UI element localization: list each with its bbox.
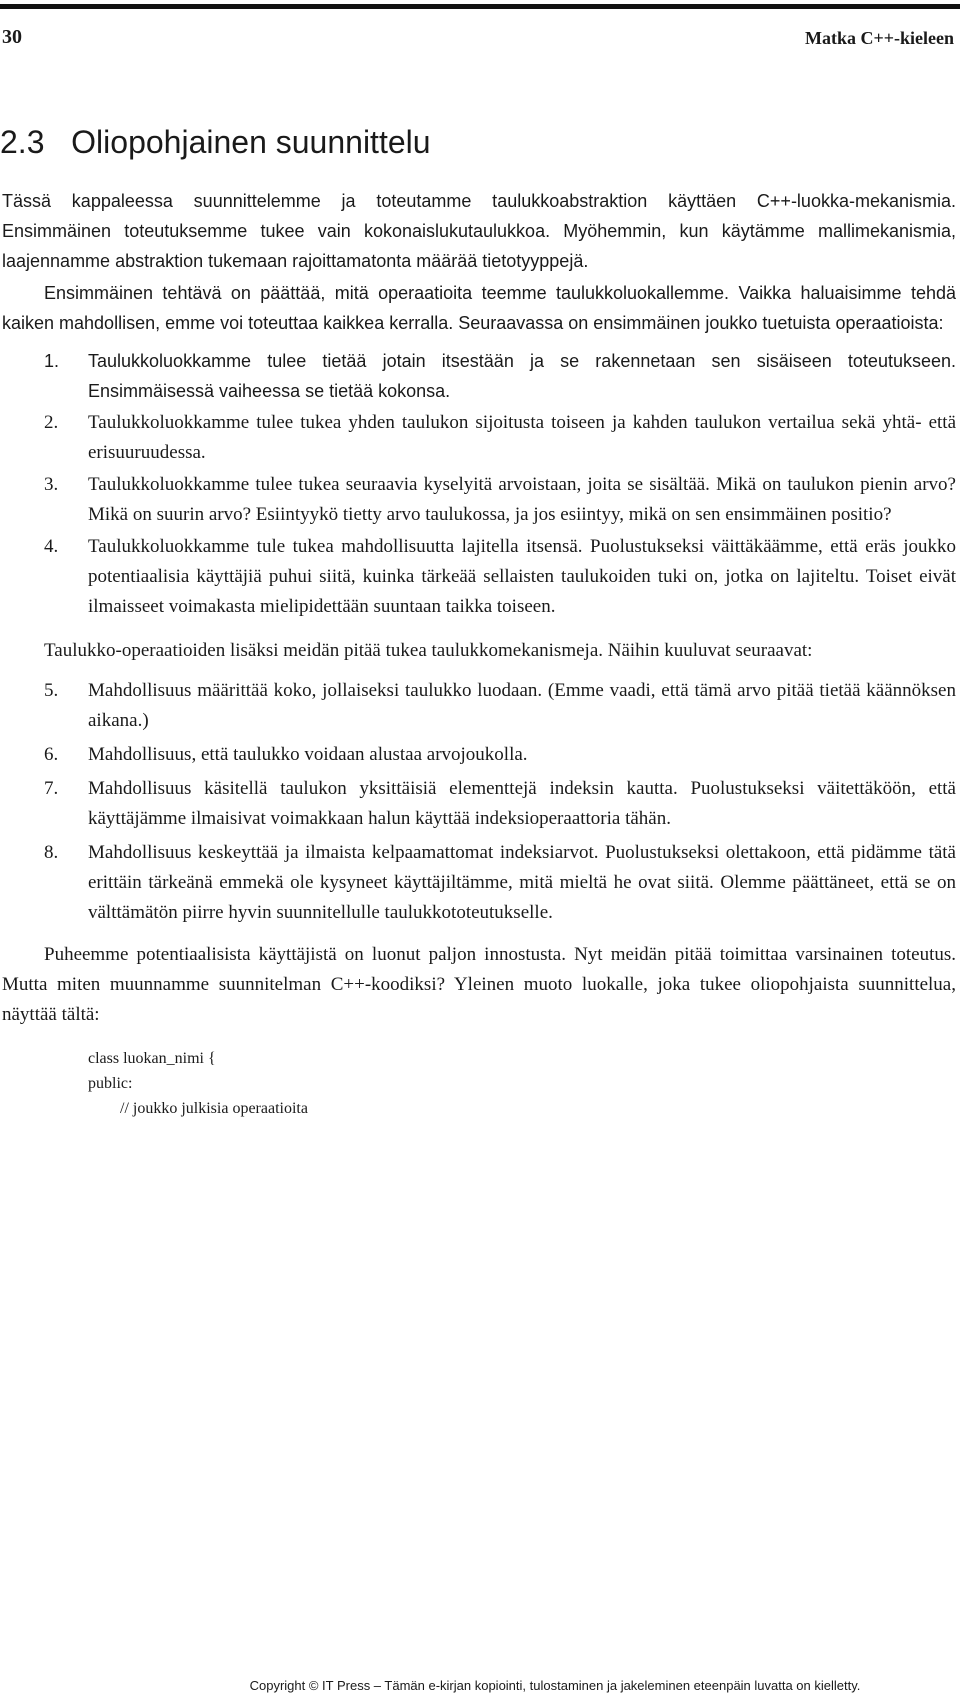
list-item	[2, 470, 956, 530]
code-line: class luokan_nimi {	[88, 1050, 216, 1067]
page-header	[0, 26, 960, 56]
mechanisms-intro-paragraph: Taulukko-operaatioiden lisäksi meidän pitää tukea taulukkomekanismeja. Näihin kuuluvat seuraavat:	[44, 640, 813, 661]
list-item-text: Mahdollisuus, että taulukko voidaan alustaa arvojoukolla.	[88, 744, 528, 765]
list-item-text: Mahdollisuus keskeyttää ja ilmaista kelpaamattomat indeksiarvot. Puolustukseksi olettakoon, että pidämme tätä erittäin tärkeänä emmekä ole kysyneet käyttäjiltämme, mitä mieltä he ovat siitä. Olemme päättäneet, että se on välttämätön piirre hyvin suunnitellulle taulukkototeutukselle.	[88, 842, 956, 923]
list-item	[2, 408, 956, 468]
list-item-number: 6.	[44, 744, 59, 765]
list-item	[2, 676, 956, 736]
list-item	[2, 740, 956, 770]
list-item-number: 3.	[44, 474, 59, 495]
list-item-text: Taulukkoluokkamme tulee tukea seuraavia kyselyitä arvoistaan, joita se sisältää. Mikä on taulukon pienin arvo? Mikä on suurin arvo? Esiintyykö tietty arvo taulukossa, ja jos esiintyy, mikä on sen ensimmäinen positio?	[88, 474, 956, 525]
code-line: public:	[88, 1075, 133, 1092]
list-item	[2, 346, 956, 406]
list-item-text: Taulukkoluokkamme tule tukea mahdollisuutta lajitella itsensä. Puolustukseksi väittäkäämme, että eräs joukko potentiaalisia käyttäjiä puhui siitä, kuinka tärkeää sellaisten taulukoiden tuki on, jotka on lajiteltu. Toiset eivät ilmaisseet voimakasta mielipidettään suuntaan taikka toiseen.	[88, 536, 956, 617]
page-body	[2, 186, 956, 1121]
list-item-text: Taulukkoluokkamme tulee tietää jotain itsestään ja se rakennetaan sen sisäiseen toteutukseen. Ensimmäisessä vaiheessa se tietää kokonsa.	[88, 351, 956, 401]
operations-list	[2, 346, 956, 622]
list-item-number: 5.	[44, 680, 59, 701]
code-comment-line: // joukko julkisia operaatioita	[120, 1100, 308, 1117]
closing-paragraph: Puheemme potentiaalisista käyttäjistä on luonut paljon innostusta. Nyt meidän pitää toimittaa varsinainen toteutus. Mutta miten muunnamme suunnitelman C++-koodiksi? Yleinen muoto luokalle, joka tukee oliopohjaista suunnittelua, näyttää tältä:	[2, 944, 956, 1025]
copyright-footer: Copyright © IT Press – Tämän e-kirjan kopiointi, tulostaminen ja jakeleminen eteenpäin luvatta on kielletty.	[249, 1678, 861, 1693]
list-item	[2, 532, 956, 622]
list-item-number: 2.	[44, 412, 59, 433]
code-sample	[2, 1046, 956, 1121]
list-item-number: 1.	[44, 351, 60, 371]
mechanisms-list	[2, 676, 956, 928]
intro-paragraph: Tässä kappaleessa suunnittelemme ja toteutamme taulukkoabstraktion käyttäen C++-luokka-mekanismia. Ensimmäinen toteutuksemme tukee vain kokonaislukutaulukkoa. Myöhemmin, kun käytämme mallimekanismia, laajennamme abstraktion tukemaan rajoittamatonta määrää tietotyyppejä.	[2, 191, 956, 271]
list-item-number: 7.	[44, 778, 59, 799]
list-item	[2, 774, 956, 834]
page-number: 30	[2, 26, 22, 48]
list-item-text: Mahdollisuus määrittää koko, jollaiseksi taulukko luodaan. (Emme vaadi, että tämä arvo pitää tietää käännöksen aikana.)	[88, 680, 956, 731]
running-title: Matka C++-kieleen	[805, 28, 954, 48]
list-item-number: 4.	[44, 536, 59, 557]
section-heading: 2.3 Oliopohjainen suunnittelu	[0, 124, 431, 160]
list-item-text: Taulukkoluokkamme tulee tukea yhden taulukon sijoitusta toiseen ja kahden taulukon vertailua sekä yhtä- että erisuuruudessa.	[88, 412, 956, 463]
list-item-text: Mahdollisuus käsitellä taulukon yksittäisiä elementtejä indeksin kautta. Puolustukseksi väitettäköön, että käyttäjämme ilmaisivat voimakkaan halun käyttää indeksioperaattoria tähän.	[88, 778, 956, 829]
list-item	[2, 838, 956, 928]
list-item-number: 8.	[44, 842, 59, 863]
operations-intro-paragraph: Ensimmäinen tehtävä on päättää, mitä operaatioita teemme taulukkoluokallemme. Vaikka haluaisimme tehdä kaiken mahdollisen, emme voi toteuttaa kaikkea kerralla. Seuraavassa on ensimmäinen joukko tuetuista operaatioista:	[2, 283, 956, 333]
top-rule	[0, 4, 960, 9]
